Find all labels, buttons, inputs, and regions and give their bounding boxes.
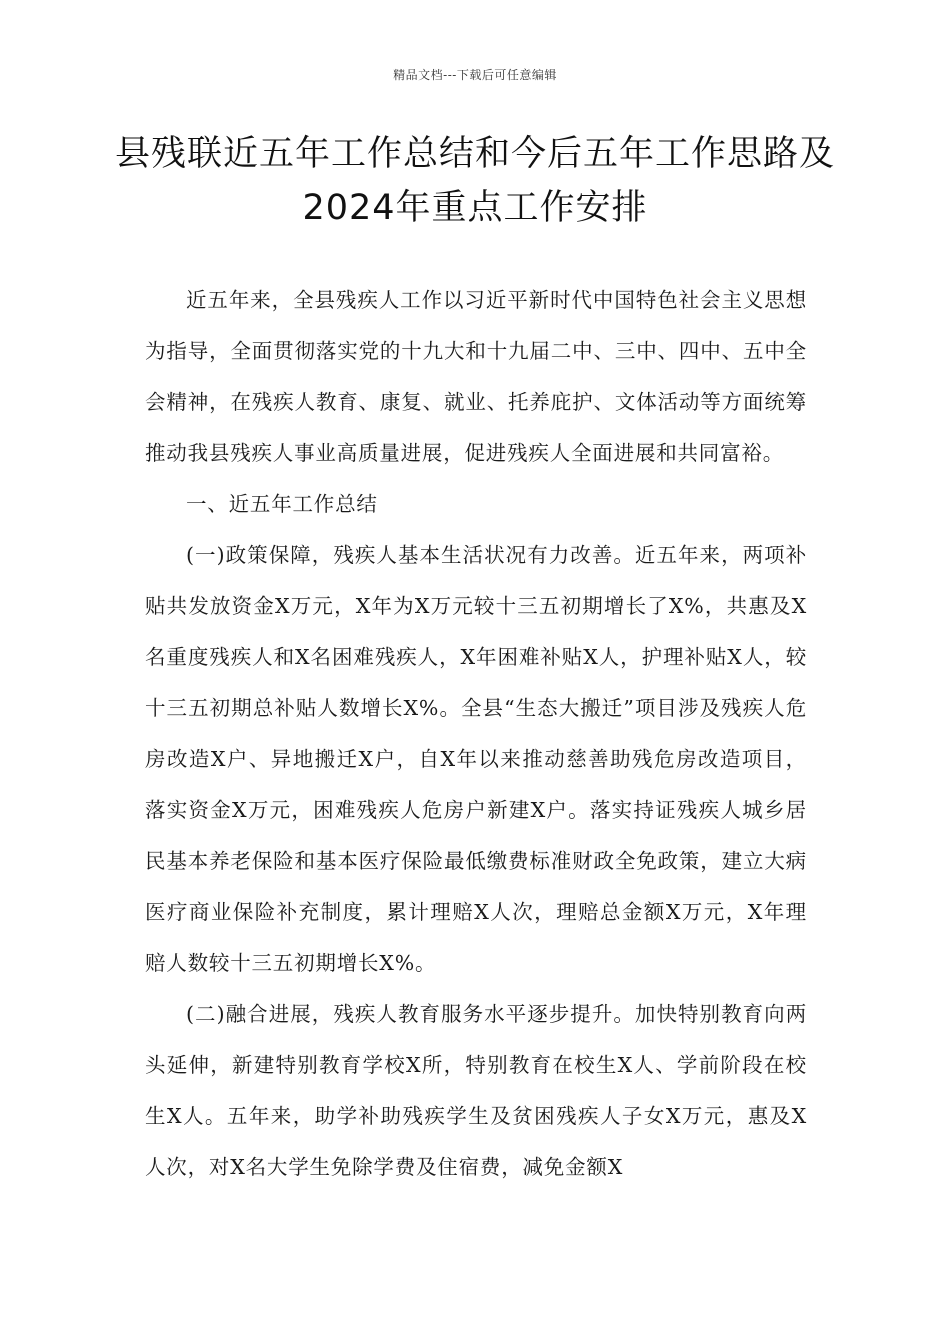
- paragraph-intro: 近五年来，全县残疾人工作以习近平新时代中国特色社会主义思想为指导，全面贯彻落实党的十九大和十九届二中、三中、四中、五中全会精神，在残疾人教育、康复、就业、托养庇护、文体活动等方面统筹推动我县残疾人事业高质量进展，促进残疾人全面进展和共同富裕。: [145, 288, 807, 465]
- header-note: 精品文档---下载后可任意编辑: [393, 68, 557, 82]
- document-body: [145, 275, 807, 1193]
- paragraph-education: (二)融合进展，残疾人教育服务水平逐步提升。加快特别教育向两头延伸，新建特别教育学校X所，特别教育在校生X人、学前阶段在校生X人。五年来，助学补助残疾学生及贫困残疾人子女X万元，惠及X人次，对X名大学生免除学费及住宿费，减免金额X: [145, 1002, 807, 1179]
- section-heading: 一、近五年工作总结: [186, 492, 378, 516]
- document-title: 县残联近五年工作总结和今后五年工作思路及2024年重点工作安排: [114, 134, 835, 228]
- paragraph-policy: (一)政策保障，残疾人基本生活状况有力改善。近五年来，两项补贴共发放资金X万元，X年为X万元较十三五初期增长了X%，共惠及X名重度残疾人和X名困难残疾人，X年困难补贴X人，护理补贴X人，较十三五初期总补贴人数增长X%。全县“生态大搬迁”项目涉及残疾人危房改造X户、异地搬迁X户，自X年以来推动慈善助残危房改造项目，落实资金X万元，困难残疾人危房户新建X户。落实持证残疾人城乡居民基本养老保险和基本医疗保险最低缴费标准财政全免政策，建立大病医疗商业保险补充制度，累计理赔X人次，理赔总金额X万元，X年理赔人数较十三五初期增长X%。: [145, 543, 807, 975]
